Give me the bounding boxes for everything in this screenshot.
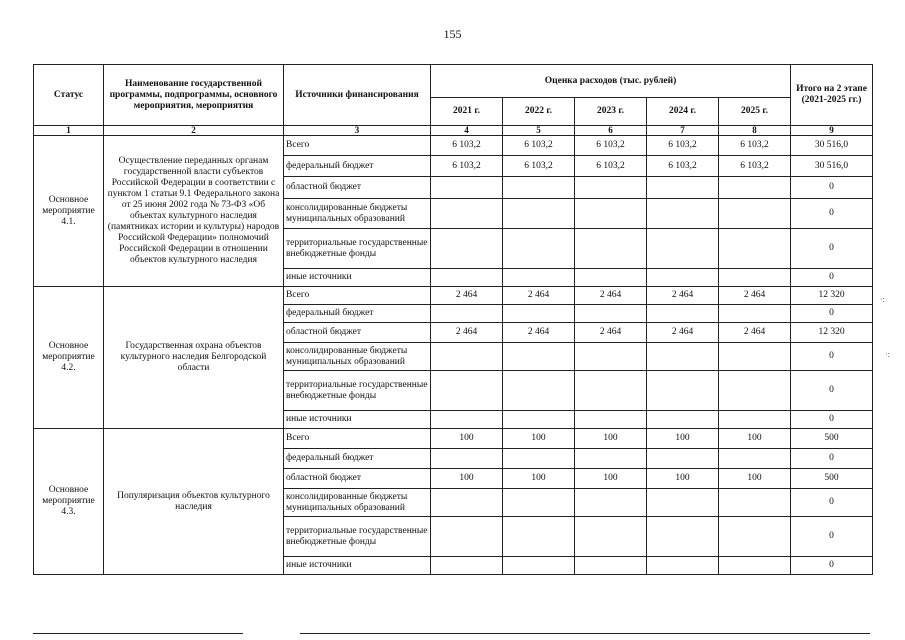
year-value-cell: 2 464 xyxy=(431,287,503,305)
year-value-cell xyxy=(503,177,575,199)
year-value-cell xyxy=(431,177,503,199)
year-value-cell xyxy=(719,343,791,371)
total-value-cell: 0 xyxy=(791,305,873,323)
year-value-cell xyxy=(719,177,791,199)
year-value-cell: 6 103,2 xyxy=(575,136,647,156)
year-value-cell xyxy=(431,449,503,469)
funding-source-cell: федеральный бюджет xyxy=(284,305,431,323)
year-value-cell xyxy=(719,449,791,469)
year-value-cell: 100 xyxy=(431,469,503,489)
header-year: 2023 г. xyxy=(575,98,647,126)
column-number: 2 xyxy=(104,126,284,136)
year-value-cell: 6 103,2 xyxy=(719,136,791,156)
year-value-cell xyxy=(575,229,647,269)
year-value-cell xyxy=(503,449,575,469)
year-value-cell xyxy=(719,269,791,287)
year-value-cell: 100 xyxy=(647,469,719,489)
year-value-cell xyxy=(647,517,719,557)
year-value-cell xyxy=(647,177,719,199)
year-value-cell: 6 103,2 xyxy=(503,156,575,177)
activity-name-cell: Популяризация объектов культурного наследия xyxy=(104,429,284,575)
year-value-cell: 100 xyxy=(647,429,719,449)
column-number: 6 xyxy=(575,126,647,136)
year-value-cell xyxy=(431,229,503,269)
year-value-cell xyxy=(719,411,791,429)
year-value-cell xyxy=(719,199,791,229)
year-value-cell: 2 464 xyxy=(719,287,791,305)
column-number: 3 xyxy=(284,126,431,136)
column-number: 1 xyxy=(34,126,104,136)
year-value-cell xyxy=(503,411,575,429)
funding-source-cell: иные источники xyxy=(284,269,431,287)
year-value-cell: 2 464 xyxy=(503,287,575,305)
year-value-cell xyxy=(719,305,791,323)
year-value-cell xyxy=(647,305,719,323)
status-cell: Основное мероприятие 4.2. xyxy=(34,287,104,429)
year-value-cell xyxy=(575,269,647,287)
total-value-cell: 0 xyxy=(791,199,873,229)
year-value-cell xyxy=(575,489,647,517)
year-value-cell: 2 464 xyxy=(575,323,647,343)
year-value-cell xyxy=(647,411,719,429)
total-value-cell: 0 xyxy=(791,557,873,575)
activity-name-cell: Государственная охрана объектов культурного наследия Белгородской области xyxy=(104,287,284,429)
total-value-cell: 500 xyxy=(791,429,873,449)
year-value-cell xyxy=(503,371,575,411)
page-number: 155 xyxy=(443,27,462,41)
year-value-cell xyxy=(431,411,503,429)
budget-table xyxy=(33,64,873,575)
table-row xyxy=(34,136,873,156)
total-value-cell: 0 xyxy=(791,411,873,429)
year-value-cell: 100 xyxy=(431,429,503,449)
funding-source-cell: территориальные государственные внебюджетные фонды xyxy=(284,229,431,269)
year-value-cell xyxy=(503,305,575,323)
scan-border-line xyxy=(33,633,243,634)
year-value-cell: 2 464 xyxy=(503,323,575,343)
funding-source-cell: областной бюджет xyxy=(284,323,431,343)
funding-source-cell: Всего xyxy=(284,429,431,449)
status-cell: Основное мероприятие 4.1. xyxy=(34,136,104,287)
year-value-cell: 100 xyxy=(575,469,647,489)
funding-source-cell: территориальные государственные внебюджетные фонды xyxy=(284,371,431,411)
year-value-cell: 6 103,2 xyxy=(647,136,719,156)
year-value-cell: 2 464 xyxy=(647,323,719,343)
year-value-cell xyxy=(503,557,575,575)
year-value-cell xyxy=(647,199,719,229)
year-value-cell xyxy=(575,411,647,429)
year-value-cell xyxy=(431,517,503,557)
total-value-cell: 0 xyxy=(791,269,873,287)
total-value-cell: 12 320 xyxy=(791,287,873,305)
year-value-cell: 6 103,2 xyxy=(647,156,719,177)
funding-source-cell: консолидированные бюджеты муниципальных образований xyxy=(284,199,431,229)
funding-source-cell: федеральный бюджет xyxy=(284,449,431,469)
column-number-row xyxy=(34,126,873,136)
year-value-cell: 6 103,2 xyxy=(719,156,791,177)
scan-artifact: ·: xyxy=(885,350,890,359)
year-value-cell: 100 xyxy=(719,469,791,489)
year-value-cell xyxy=(503,199,575,229)
funding-source-cell: консолидированные бюджеты муниципальных образований xyxy=(284,343,431,371)
year-value-cell xyxy=(431,199,503,229)
total-value-cell: 0 xyxy=(791,343,873,371)
year-value-cell xyxy=(719,489,791,517)
funding-source-cell: федеральный бюджет xyxy=(284,156,431,177)
funding-source-cell: иные источники xyxy=(284,411,431,429)
year-value-cell xyxy=(503,269,575,287)
scan-border-line xyxy=(300,633,870,634)
column-number: 4 xyxy=(431,126,503,136)
total-value-cell: 0 xyxy=(791,177,873,199)
total-value-cell: 30 516,0 xyxy=(791,136,873,156)
column-number: 9 xyxy=(791,126,873,136)
year-value-cell xyxy=(575,371,647,411)
total-value-cell: 0 xyxy=(791,489,873,517)
year-value-cell xyxy=(575,517,647,557)
year-value-cell: 6 103,2 xyxy=(431,156,503,177)
year-value-cell xyxy=(431,557,503,575)
header-name: Наименование государственной программы, подпрограммы, основного мероприятия, мероприятия xyxy=(104,65,284,126)
funding-source-cell: областной бюджет xyxy=(284,177,431,199)
year-value-cell xyxy=(575,305,647,323)
total-value-cell: 30 516,0 xyxy=(791,156,873,177)
year-value-cell xyxy=(431,269,503,287)
header-total: Итого на 2 этапе (2021-2025 гг.) xyxy=(791,65,873,126)
header-year: 2025 г. xyxy=(719,98,791,126)
header-sources: Источники финансирования xyxy=(284,65,431,126)
year-value-cell xyxy=(647,343,719,371)
year-value-cell: 100 xyxy=(503,469,575,489)
header-year: 2024 г. xyxy=(647,98,719,126)
year-value-cell xyxy=(431,343,503,371)
year-value-cell xyxy=(431,371,503,411)
year-value-cell: 100 xyxy=(575,429,647,449)
year-value-cell xyxy=(719,371,791,411)
year-value-cell xyxy=(719,517,791,557)
funding-source-cell: территориальные государственные внебюджетные фонды xyxy=(284,517,431,557)
year-value-cell: 2 464 xyxy=(647,287,719,305)
table-row xyxy=(34,287,873,305)
header-year: 2022 г. xyxy=(503,98,575,126)
year-value-cell xyxy=(503,489,575,517)
year-value-cell xyxy=(503,229,575,269)
header-year: 2021 г. xyxy=(431,98,503,126)
year-value-cell xyxy=(647,449,719,469)
year-value-cell xyxy=(719,557,791,575)
table-row xyxy=(34,429,873,449)
year-value-cell xyxy=(575,343,647,371)
year-value-cell: 6 103,2 xyxy=(503,136,575,156)
column-number: 7 xyxy=(647,126,719,136)
year-value-cell xyxy=(431,489,503,517)
funding-source-cell: Всего xyxy=(284,287,431,305)
year-value-cell xyxy=(647,557,719,575)
year-value-cell xyxy=(647,229,719,269)
year-value-cell xyxy=(647,371,719,411)
total-value-cell: 12 320 xyxy=(791,323,873,343)
total-value-cell: 0 xyxy=(791,517,873,557)
year-value-cell xyxy=(647,269,719,287)
year-value-cell xyxy=(575,199,647,229)
total-value-cell: 0 xyxy=(791,449,873,469)
total-value-cell: 0 xyxy=(791,371,873,411)
status-cell: Основное мероприятие 4.3. xyxy=(34,429,104,575)
year-value-cell xyxy=(719,229,791,269)
year-value-cell xyxy=(431,305,503,323)
activity-name-cell: Осуществление переданных органам государственной власти субъектов Российской Федерации в соответствии с пунктом 1 статьи 9.1 Федерального закона от 25 июня 2002 года № 73-ФЗ «Об объектах культурного наследия (памятниках истории и культуры) народов Российской Федерации» полномочий Российской Федерации в отношении объектов культурного наследия xyxy=(104,136,284,287)
year-value-cell: 2 464 xyxy=(431,323,503,343)
scan-artifact: ·: xyxy=(880,295,885,304)
funding-source-cell: иные источники xyxy=(284,557,431,575)
total-value-cell: 500 xyxy=(791,469,873,489)
year-value-cell xyxy=(575,449,647,469)
year-value-cell: 6 103,2 xyxy=(575,156,647,177)
year-value-cell xyxy=(503,343,575,371)
year-value-cell: 100 xyxy=(503,429,575,449)
year-value-cell xyxy=(503,517,575,557)
year-value-cell: 2 464 xyxy=(719,323,791,343)
funding-source-cell: Всего xyxy=(284,136,431,156)
year-value-cell xyxy=(575,177,647,199)
total-value-cell: 0 xyxy=(791,229,873,269)
year-value-cell: 2 464 xyxy=(575,287,647,305)
header-costs: Оценка расходов (тыс. рублей) xyxy=(431,65,791,98)
year-value-cell xyxy=(647,489,719,517)
column-number: 5 xyxy=(503,126,575,136)
funding-source-cell: областной бюджет xyxy=(284,469,431,489)
year-value-cell xyxy=(575,557,647,575)
column-number: 8 xyxy=(719,126,791,136)
year-value-cell: 100 xyxy=(719,429,791,449)
header-status: Статус xyxy=(34,65,104,126)
funding-source-cell: консолидированные бюджеты муниципальных образований xyxy=(284,489,431,517)
year-value-cell: 6 103,2 xyxy=(431,136,503,156)
